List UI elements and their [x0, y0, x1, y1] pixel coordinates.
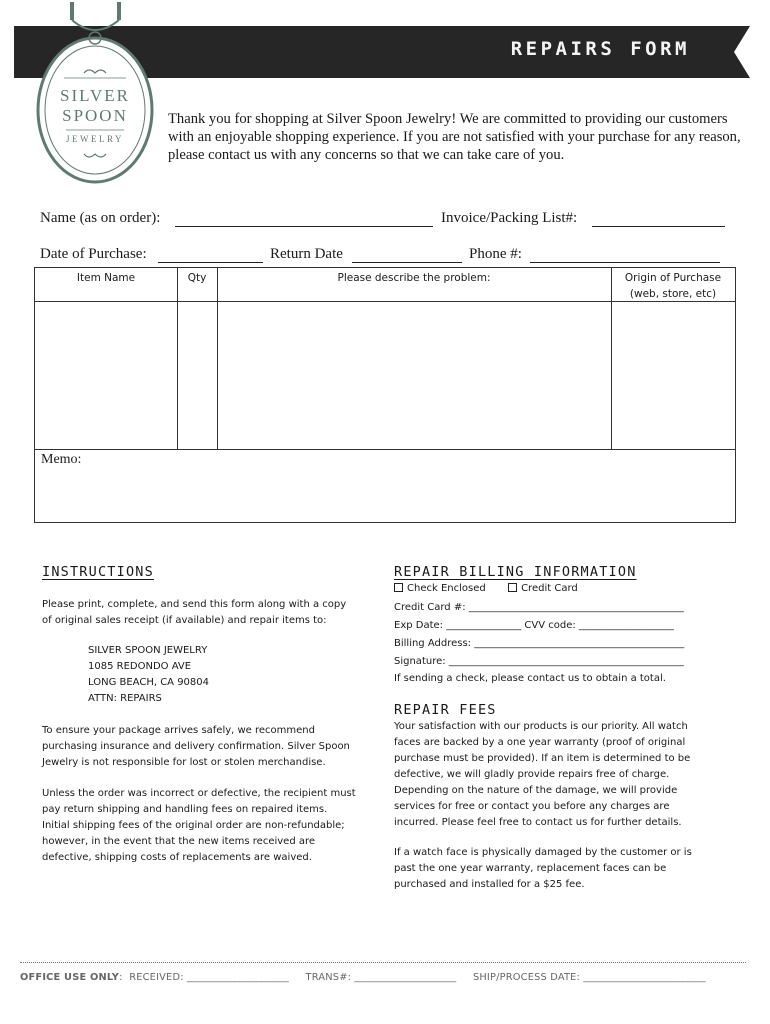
fees-heading: REPAIR FEES — [394, 702, 497, 718]
phone-field[interactable] — [530, 248, 720, 263]
text-line: purchased and installed for a $25 fee. — [394, 879, 585, 890]
office-use-fields: : RECEIVED: ____________________ TRANS#: ____________________ SHIP/PROCESS DATE: ________________________ — [119, 972, 706, 983]
items-table — [34, 267, 736, 523]
invoice-field[interactable] — [592, 212, 725, 227]
return-date-label: Return Date — [270, 246, 343, 262]
name-field[interactable] — [175, 212, 433, 227]
text-line: Unless the order was incorrect or defective, the recipient must — [42, 788, 356, 799]
name-field-label: Name (as on order): — [40, 210, 161, 226]
col-header-origin-line2: (web, store, etc) — [629, 288, 717, 300]
instructions-paragraph-3 — [42, 786, 377, 866]
office-use-label: OFFICE USE ONLY — [20, 972, 120, 983]
billing-address-field[interactable]: Billing Address: __________________________________________ — [394, 638, 685, 649]
credit-card-checkbox[interactable] — [508, 583, 517, 592]
check-enclosed-label: Check Enclosed — [407, 583, 486, 594]
origin-cell[interactable] — [612, 302, 734, 448]
address-line: ATTN: REPAIRS — [88, 693, 162, 704]
office-use-footer — [20, 972, 706, 983]
check-enclosed-checkbox[interactable] — [394, 583, 403, 592]
col-header-origin-line1: Origin of Purchase — [624, 272, 722, 284]
text-line: Please print, complete, and send this form along with a copy — [42, 599, 347, 610]
text-line: purchasing insurance and delivery confirmation. Silver Spoon — [42, 741, 350, 752]
qty-cell[interactable] — [178, 302, 216, 448]
address-line: LONG BEACH, CA 90804 — [88, 677, 210, 688]
phone-label: Phone #: — [469, 246, 522, 262]
text-line: To ensure your package arrives safely, we recommend — [42, 725, 315, 736]
logo-wordmark — [40, 86, 150, 126]
memo-label: Memo: — [41, 452, 82, 467]
credit-card-label: Credit Card — [521, 583, 578, 594]
form-title: REPAIRS FORM — [510, 38, 690, 60]
purchase-date-label: Date of Purchase: — [40, 246, 147, 262]
logo-text-jewelry: JEWELRY — [66, 134, 124, 144]
billing-heading: REPAIR BILLING INFORMATION — [394, 564, 637, 580]
text-line: Initial shipping fees of the original order are non-refundable; — [42, 820, 345, 831]
address-line: 1085 REDONDO AVE — [88, 661, 192, 672]
billing-block — [394, 581, 739, 687]
text-line: services for free or contact you before any charges are — [394, 801, 670, 812]
payment-method-row — [394, 581, 739, 597]
memo-field[interactable] — [36, 450, 735, 522]
instructions-paragraph-2 — [42, 723, 372, 771]
instructions-paragraph-1 — [42, 597, 372, 629]
text-line: faces are backed by a one year warranty (proof of original — [394, 737, 686, 748]
item-name-cell[interactable] — [36, 302, 176, 448]
text-line: past the one year warranty, replacement faces can be — [394, 863, 667, 874]
footer-divider — [20, 962, 746, 963]
instructions-heading: INSTRUCTIONS — [42, 564, 154, 580]
purchase-date-field[interactable] — [158, 248, 263, 263]
text-line: If a watch face is physically damaged by the customer or is — [394, 847, 692, 858]
return-date-field[interactable] — [352, 248, 462, 263]
col-header-qty: Qty — [187, 272, 207, 284]
col-header-problem: Please describe the problem: — [337, 272, 491, 284]
text-line: incurred. Please feel free to contact us for further details. — [394, 817, 682, 828]
logo-text-spoon: SPOON — [62, 106, 128, 125]
text-line: defective, we will gladly provide repairs free of charge. — [394, 769, 670, 780]
text-line: purchase must be provided). If an item is determined to be — [394, 753, 691, 764]
mailing-address — [88, 643, 348, 707]
text-line: of original sales receipt (if available) and repair items to: — [42, 615, 327, 626]
text-line: Depending on the nature of the damage, we will provide — [394, 785, 678, 796]
col-header-origin — [611, 270, 735, 302]
credit-card-number-field[interactable]: Credit Card #: ___________________________________________ — [394, 602, 684, 613]
exp-cvv-field[interactable]: Exp Date: _______________ CVV code: ___________________ — [394, 620, 674, 631]
text-line: Your satisfaction with our products is our priority. All watch — [394, 721, 688, 732]
text-line: pay return shipping and handling fees on repaired items. — [42, 804, 328, 815]
invoice-field-label: Invoice/Packing List#: — [441, 210, 578, 226]
address-line: SILVER SPOON JEWELRY — [88, 645, 208, 656]
text-line: however, in the event that the new items received are — [42, 836, 316, 847]
billing-note: If sending a check, please contact us to obtain a total. — [394, 673, 666, 684]
logo-text-silver: SILVER — [60, 86, 130, 105]
banner-arrow-notch — [734, 26, 750, 78]
intro-paragraph: Thank you for shopping at Silver Spoon Jewelry! We are committed to providing our customers with an enjoyable shopping experience. If you are not satisfied with your purchase for any reason, please contact us with any concerns so that we can take care of you. — [168, 111, 741, 163]
fees-paragraph-2 — [394, 845, 739, 893]
text-line: Jewelry is not responsible for lost or stolen merchandise. — [42, 757, 326, 768]
problem-cell[interactable] — [218, 302, 610, 448]
col-header-item: Item Name — [76, 272, 136, 284]
fees-paragraph-1 — [394, 719, 739, 831]
text-line: defective, shipping costs of replacements are waived. — [42, 852, 312, 863]
signature-field[interactable]: Signature: _______________________________________________ — [394, 656, 684, 667]
